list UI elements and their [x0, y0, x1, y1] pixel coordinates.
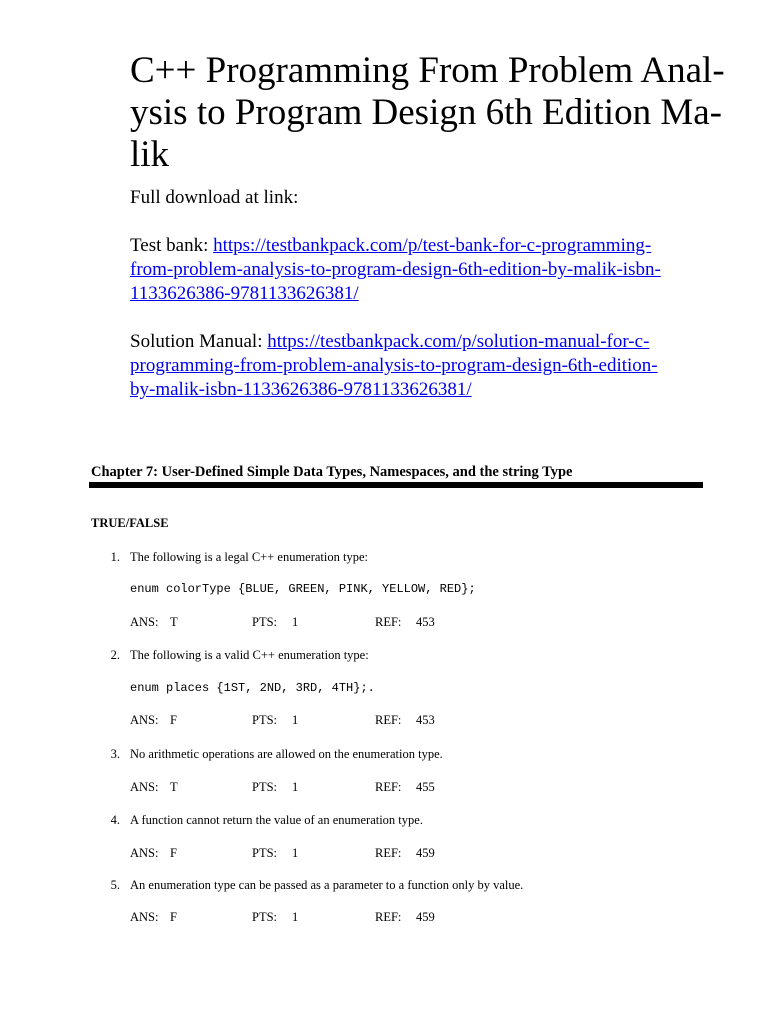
full-download-text: Full download at link: [130, 187, 299, 208]
test-bank-label: Test bank: [130, 235, 214, 256]
ref-label: REF: [375, 713, 402, 727]
ref-label: REF: [375, 910, 402, 924]
heading-divider [89, 482, 703, 488]
pts-label: PTS: [252, 713, 278, 727]
ref-label: REF: [375, 846, 402, 860]
test-bank-block [130, 234, 720, 306]
chapter-heading: Chapter 7: User-Defined Simple Data Types, Namespaces, and the string Type [91, 464, 573, 480]
ans-label: ANS: [130, 846, 159, 860]
ans-value: F [170, 713, 177, 727]
pts-value: 1 [292, 615, 299, 629]
pts-label: PTS: [252, 846, 278, 860]
ans-label: ANS: [130, 780, 159, 794]
solution-manual-label: Solution Manual: [130, 331, 268, 352]
document-title [130, 50, 725, 176]
test-bank-line-2 [130, 258, 720, 282]
question-text: A function cannot return the value of an enumeration type. [130, 813, 423, 827]
solution-manual-link[interactable]: https://testbankpack.com/p/solution-manual-for-c- [267, 331, 650, 352]
test-bank-line-1 [130, 234, 720, 258]
question-code: enum colorType {BLUE, GREEN, PINK, YELLOW, RED}; [130, 582, 476, 596]
title-line: C++ Programming From Problem Anal- [130, 50, 725, 91]
question-text: The following is a legal C++ enumeration type: [130, 550, 369, 564]
question-text: The following is a valid C++ enumeration type: [130, 648, 369, 662]
question-number: 5. [110, 878, 120, 892]
ans-label: ANS: [130, 615, 159, 629]
ref-value: 455 [416, 780, 435, 794]
ans-value: T [170, 780, 178, 794]
ans-label: ANS: [130, 713, 159, 727]
solution-manual-block [130, 330, 720, 402]
solution-manual-link[interactable]: programming-from-problem-analysis-to-program-design-6th-edition- [130, 355, 658, 376]
ref-value: 459 [416, 910, 435, 924]
ref-value: 459 [416, 846, 435, 860]
question-number: 3. [110, 747, 120, 761]
question-text: An enumeration type can be passed as a parameter to a function only by value. [130, 878, 524, 892]
test-bank-link[interactable]: https://testbankpack.com/p/test-bank-for-c-programming- [213, 235, 652, 256]
ans-value: F [170, 846, 177, 860]
pts-value: 1 [292, 713, 299, 727]
pts-label: PTS: [252, 615, 278, 629]
pts-label: PTS: [252, 780, 278, 794]
pts-label: PTS: [252, 910, 278, 924]
test-bank-link[interactable]: from-problem-analysis-to-program-design-6th-edition-by-malik-isbn- [130, 259, 661, 280]
ref-value: 453 [416, 615, 435, 629]
pts-value: 1 [292, 780, 299, 794]
pts-value: 1 [292, 910, 299, 924]
test-bank-line-3 [130, 282, 720, 306]
ref-label: REF: [375, 780, 402, 794]
ans-value: T [170, 615, 178, 629]
pts-value: 1 [292, 846, 299, 860]
question-number: 2. [110, 648, 120, 662]
solution-manual-line-2 [130, 354, 720, 378]
question-number: 4. [110, 813, 120, 827]
question-text: No arithmetic operations are allowed on the enumeration type. [130, 747, 443, 761]
section-heading: TRUE/FALSE [91, 516, 169, 530]
ref-value: 453 [416, 713, 435, 727]
solution-manual-line-1 [130, 330, 720, 354]
title-line: lik [130, 134, 170, 175]
question-code: enum places {1ST, 2ND, 3RD, 4TH};. [130, 681, 375, 695]
solution-manual-line-3 [130, 378, 720, 402]
ans-label: ANS: [130, 910, 159, 924]
solution-manual-link[interactable]: by-malik-isbn-1133626386-9781133626381/ [130, 379, 472, 400]
title-line: ysis to Program Design 6th Edition Ma- [130, 92, 722, 133]
question-number: 1. [110, 550, 120, 564]
ans-value: F [170, 910, 177, 924]
test-bank-link[interactable]: 1133626386-9781133626381/ [130, 283, 359, 304]
ref-label: REF: [375, 615, 402, 629]
